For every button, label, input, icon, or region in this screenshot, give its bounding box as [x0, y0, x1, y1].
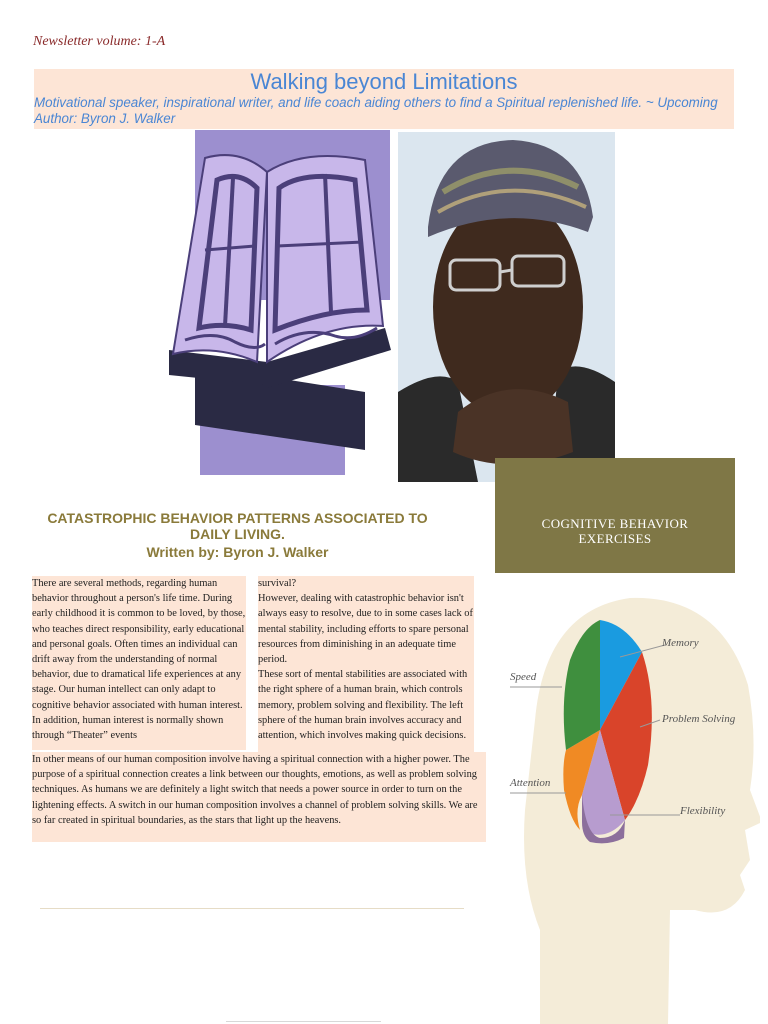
author-portrait-illustration: [398, 132, 615, 482]
brain-diagram: [500, 590, 760, 1024]
label-flexibility: Flexibility: [680, 805, 726, 817]
article-column-1: There are several methods, regarding human behavior throughout a person's life time. During early childhood it is common to be loved, by those, who teaches direct responsibility, early educational and personal goals. Often times an individual can drift away from the understanding of normal behavior, due to dramatical life experiences at any stage. Our human intellect can only adapt to cognitive behavior associated with human interest. In addition, human interest is normally shown through “Theater” events: [32, 576, 246, 750]
column2-paragraph-1: survival?: [258, 578, 297, 589]
divider-line: [40, 908, 464, 909]
column2-paragraph-3: These sort of mental stabilities are associated with the right sphere of a human brain, which controls memory, problem solving and flexibility. The left sphere of the human brain involves accuracy and attention, which involves making quick decisions.: [258, 669, 468, 742]
label-memory: Memory: [662, 637, 699, 649]
author-photo: [398, 132, 615, 482]
newsletter-title: Walking beyond Limitations: [250, 69, 518, 94]
header-banner: [34, 69, 734, 129]
cognitive-exercises-title: [495, 516, 735, 546]
book-illustration: [155, 130, 395, 480]
label-speed: Speed: [510, 671, 537, 683]
label-attention: Attention: [510, 777, 551, 789]
footer-divider-line: [226, 1021, 381, 1022]
article-paragraph-3: In other means of our human composition involve having a spiritual connection with a higher power. The purpose of a spiritual connection creates a link between our thoughts, emotions, as well as problem solving techniques. As humans we are definitely a light switch that needs a power source in order to turn on the lightening effects. A switch in our human composition involves a channel of problem solving skills. We are so far created in spiritual boundaries, as the stars that light up the heavens.: [32, 752, 486, 842]
cognitive-title-line2: EXERCISES: [578, 531, 652, 546]
cognitive-title-line1: COGNITIVE BEHAVIOR: [541, 516, 689, 531]
cognitive-exercises-box: [495, 458, 735, 573]
newsletter-volume: Newsletter volume: 1-A: [33, 34, 166, 49]
newsletter-subtitle: Motivational speaker, inspirational writer, and life coach aiding others to find a Spiritual replenished life. ~ Upcoming Author: Byron J. Walker: [34, 95, 718, 126]
article-byline: Written by: Byron J. Walker: [146, 544, 329, 560]
article-column-2: [258, 576, 474, 754]
column2-paragraph-2: However, dealing with catastrophic behavior isn't always easy to resolve, due to in some cases lack of mental stability, including efforts to spare personal resources from diminishing in an adequate time period.: [258, 593, 473, 666]
label-problem-solving: Problem Solving: [662, 713, 736, 725]
article-headline: CATASTROPHIC BEHAVIOR PATTERNS ASSOCIATED TO DAILY LIVING.: [47, 510, 428, 542]
